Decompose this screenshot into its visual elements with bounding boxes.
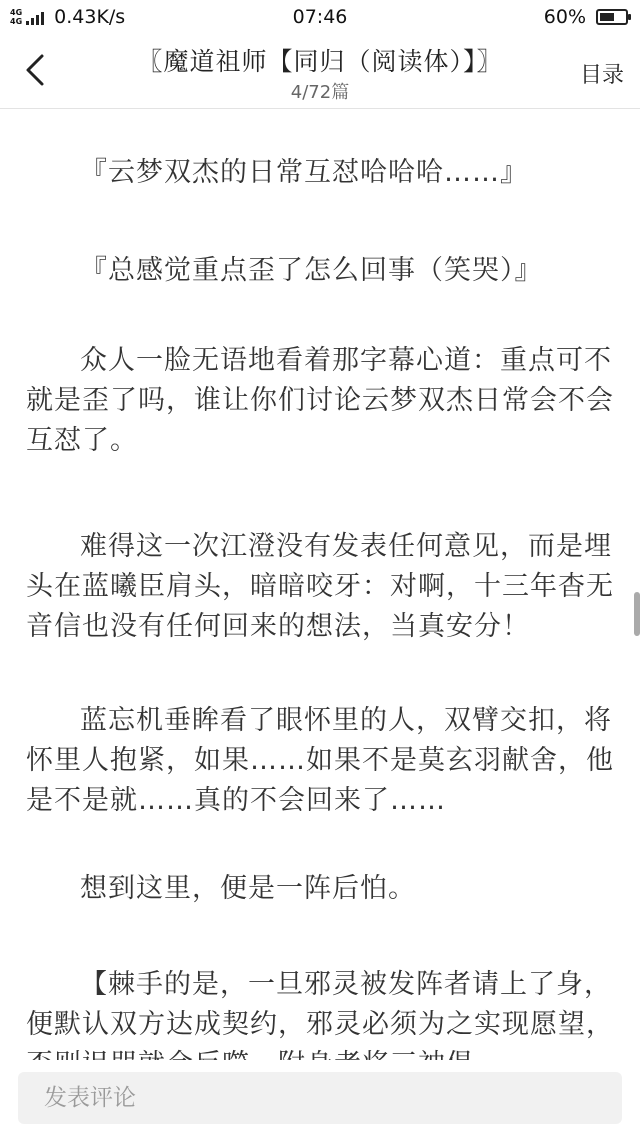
battery-level-fill xyxy=(600,13,614,21)
network-speed: 0.43K/s xyxy=(54,6,126,28)
status-right xyxy=(544,6,628,28)
battery-percent: 60% xyxy=(543,6,586,28)
paragraph: 【棘手的是，一旦邪灵被发阵者请上了身，便默认双方达成契约，邪灵必须为之实现愿望， xyxy=(26,969,614,1040)
paragraph: 『总感觉重点歪了怎么回事（笑哭）』 xyxy=(80,255,543,286)
status-bar xyxy=(0,0,640,34)
paragraph: 蓝忘机垂眸看了眼怀里的人，双臂交扣，将怀里人抱紧，如果……如果不是莫玄羽献舍，他是不是就……真的不会回来了…… xyxy=(26,705,614,816)
scrollbar-thumb[interactable] xyxy=(634,592,640,636)
comment-input[interactable] xyxy=(18,1072,622,1124)
reader-header xyxy=(0,34,640,109)
chapter-counter: 4/72篇 xyxy=(290,82,350,103)
table-of-contents-button[interactable]: 目录 xyxy=(579,63,624,88)
page-title: 〖魔道祖师【同归（阅读体）】〗 xyxy=(137,47,503,76)
battery-icon xyxy=(596,9,628,25)
paragraph: 『云梦双杰的日常互怼哈哈哈……』 xyxy=(80,157,528,188)
reader-content xyxy=(0,109,640,1059)
comment-bar xyxy=(0,1060,640,1138)
network-type-bottom: 4G xyxy=(10,17,23,26)
paragraph: 想到这里，便是一阵后怕。 xyxy=(80,873,416,904)
status-time: 07:46 xyxy=(292,6,348,28)
paragraph: 众人一脸无语地看着那字幕心道：重点可不就是歪了吗，谁让你们讨论云梦双杰日常会不会互怼了。 xyxy=(26,345,614,456)
paragraph: 难得这一次江澄没有发表任何意见，而是埋头在蓝曦臣肩头，暗暗咬牙：对啊，十三年杳无音信也没有任何回来的想法，当真安分！ xyxy=(26,531,614,642)
network-type-top: 4G xyxy=(10,8,23,17)
